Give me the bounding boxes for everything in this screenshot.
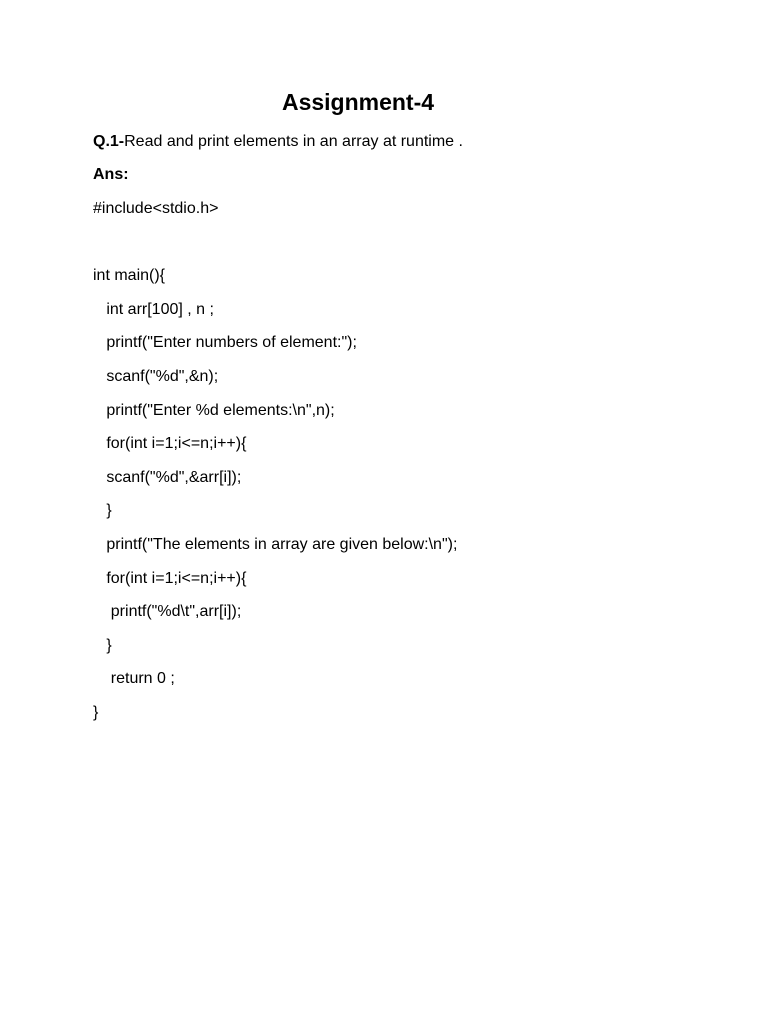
code-line: int main(){	[93, 267, 166, 284]
code-line: printf("The elements in array are given below:\n");	[93, 536, 458, 553]
document-title: Assignment-4	[281, 89, 435, 115]
code-line: printf("%d\t",arr[i]);	[93, 603, 242, 620]
code-line: scanf("%d",&arr[i]);	[93, 469, 242, 486]
code-line: int arr[100] , n ;	[93, 301, 214, 318]
code-line: return 0 ;	[93, 670, 175, 687]
code-line: #include<stdio.h>	[93, 200, 219, 217]
question-text: Read and print elements in an array at runtime .	[124, 133, 463, 150]
code-line: printf("Enter %d elements:\n",n);	[93, 402, 335, 419]
question-number: Q.1-	[93, 133, 125, 150]
answer-label: Ans:	[93, 166, 129, 183]
code-line: scanf("%d",&n);	[93, 368, 219, 385]
code-line: for(int i=1;i<=n;i++){	[93, 435, 247, 452]
code-line: for(int i=1;i<=n;i++){	[93, 570, 247, 587]
code-line: }	[93, 704, 99, 721]
code-line: }	[93, 502, 112, 519]
code-line: }	[93, 637, 112, 654]
question-line	[93, 132, 463, 152]
code-line: printf("Enter numbers of element:");	[93, 334, 357, 351]
